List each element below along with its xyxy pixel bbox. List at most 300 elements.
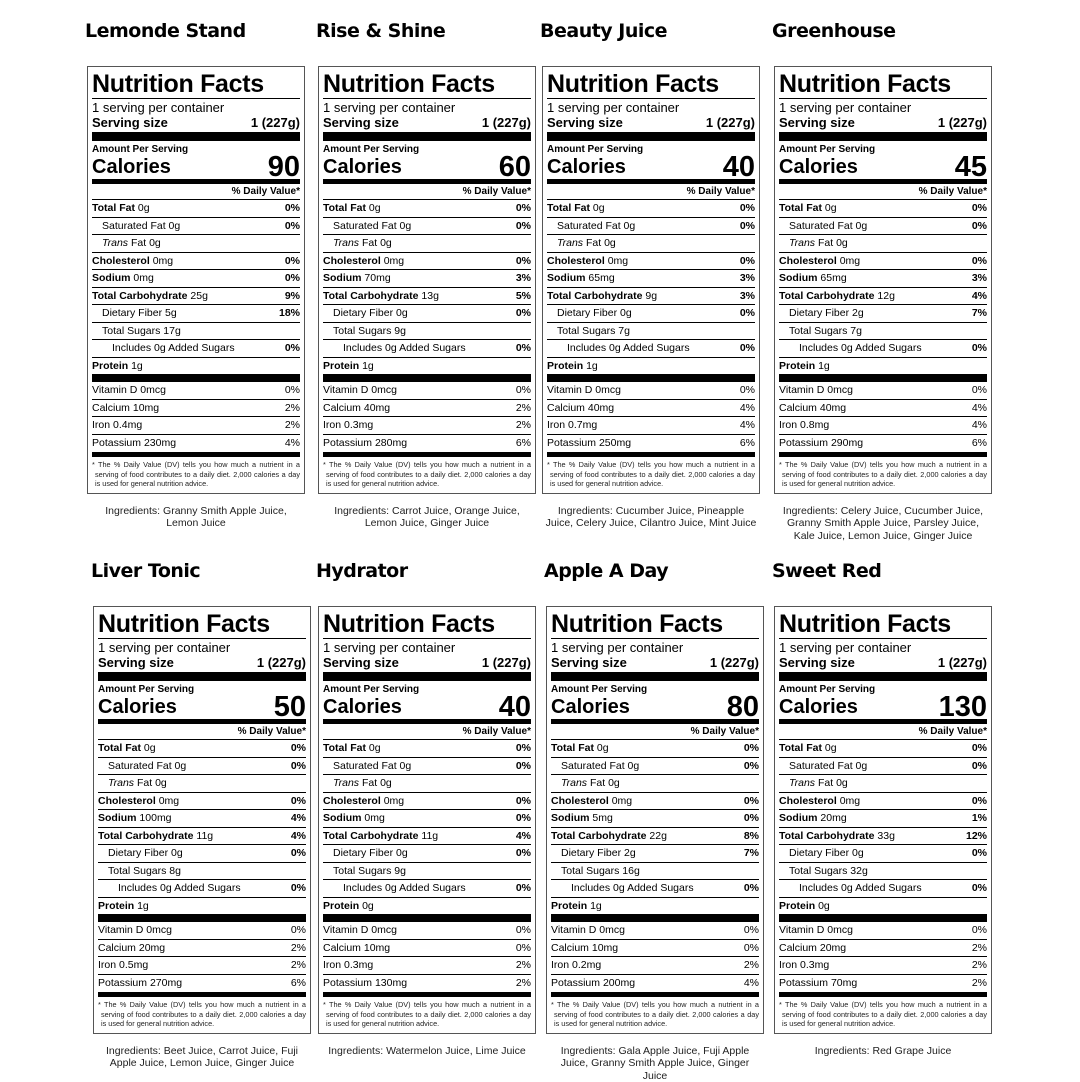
thick-divider [779, 374, 987, 382]
calories-row [323, 695, 531, 724]
nutrient-label: Dietary Fiber [557, 307, 617, 319]
daily-value-header: % Daily Value* [92, 184, 300, 200]
nutrient-label: Dietary Fiber [561, 847, 621, 859]
calories-row [92, 155, 300, 184]
ingredients-prefix: Ingredients: [558, 505, 613, 517]
nutrient-name [323, 200, 381, 217]
nutrient-name [108, 863, 181, 880]
nutrient-name [323, 922, 397, 939]
daily-value-percent: 0% [516, 340, 531, 357]
nutrition-facts-label [774, 66, 992, 494]
daily-value-percent: 2% [744, 957, 759, 974]
nutrient-label: Total Carbohydrate [551, 830, 646, 842]
calories-value: 45 [955, 155, 987, 179]
nutrient-amount: 1g [362, 360, 374, 372]
divider [98, 992, 306, 997]
juice-panel [318, 560, 536, 1057]
nutrient-amount: 0mcg [371, 924, 397, 936]
nutrient-name [92, 253, 173, 270]
nutrient-row-fat [547, 200, 755, 218]
nutrient-name [102, 235, 161, 252]
nutrient-amount: 0g [836, 777, 848, 789]
nutrient-name [333, 218, 411, 235]
nutrient-amount: 0g [852, 847, 864, 859]
nutrient-amount: 0.3mg [800, 959, 829, 971]
nutrient-amount: 200mg [603, 977, 635, 989]
nutrient-row-sodium [779, 810, 987, 828]
ingredients [87, 505, 305, 530]
daily-value-percent: 0% [972, 740, 987, 757]
nutrient-name [323, 253, 404, 270]
micronutrient-row-iron [551, 957, 759, 975]
calories-row [779, 155, 987, 184]
nutrient-row-carb [323, 828, 531, 846]
daily-value-percent: 2% [516, 975, 531, 992]
nutrient-amount: 0g [825, 742, 837, 754]
calories-row [779, 695, 987, 724]
serving-size-label: Serving size [547, 115, 623, 130]
nutrient-amount: 0mg [153, 255, 173, 267]
daily-value-header: % Daily Value* [779, 184, 987, 200]
daily-value-percent: 4% [291, 828, 306, 845]
nutrient-amount: 0g [385, 342, 397, 354]
nutrient-name [779, 435, 863, 452]
daily-value-percent: 0% [744, 880, 759, 897]
daily-value-header: % Daily Value* [98, 724, 306, 740]
micronutrient-row-vitd [323, 922, 531, 940]
nutrient-name [547, 253, 628, 270]
daily-value-percent: 0% [740, 382, 755, 399]
nutrient-amount: 1g [590, 900, 602, 912]
daily-value-percent: 0% [744, 793, 759, 810]
daily-value-percent: 0% [516, 810, 531, 827]
nutrient-name [333, 305, 408, 322]
nutrient-name [333, 845, 408, 862]
fat-label: Fat [131, 237, 146, 249]
daily-value-percent: 3% [740, 270, 755, 287]
nutrient-amount: 0g [593, 202, 605, 214]
nutrient-name [323, 975, 407, 992]
ingredients-list: Cucumber Juice, Pineapple Juice, Celery Juice, Cilantro Juice, Mint Juice [546, 505, 757, 530]
nutrient-name [557, 323, 630, 340]
includes-label: Includes [799, 342, 838, 354]
nutrient-amount: 0mg [133, 272, 153, 284]
nutrient-row-protein [323, 898, 531, 915]
daily-value-footnote: * The % Daily Value (DV) tells you how much a nutrient in a serving of food contributes to a daily diet. 2,000 calories a day is used for general nutrition advice. [779, 1000, 987, 1029]
calories-value: 130 [939, 695, 987, 719]
nutrient-row-carb [551, 828, 759, 846]
daily-value-percent: 2% [291, 957, 306, 974]
daily-value-percent: 0% [291, 922, 306, 939]
divider [551, 992, 759, 997]
nutrient-label: Potassium [323, 437, 372, 449]
nutrient-amount: 0g [362, 900, 374, 912]
nutrient-amount: 20mg [820, 812, 846, 824]
nutrient-name [779, 200, 837, 217]
nutrient-amount: 0g [608, 777, 620, 789]
nutrient-label: Cholesterol [323, 795, 381, 807]
daily-value-percent: 3% [740, 288, 755, 305]
daily-value-percent: 0% [744, 740, 759, 757]
nutrient-amount: 70mg [364, 272, 390, 284]
nutrient-label: Protein [98, 900, 134, 912]
nutrient-label: Sodium [92, 272, 131, 284]
fat-label: Fat [362, 777, 377, 789]
amount-per-serving: Amount Per Serving [98, 684, 306, 695]
fat-label: Fat [586, 237, 601, 249]
nutrient-amount: 8g [169, 865, 181, 877]
calories-value: 40 [723, 155, 755, 179]
nutrient-row-carb [547, 288, 755, 306]
nutrient-name [92, 382, 166, 399]
nutrient-label: Total Sugars [102, 325, 160, 337]
label-heading: Nutrition Facts [323, 70, 531, 99]
nutrient-row-sat [92, 218, 300, 236]
nutrient-row-fiber [779, 845, 987, 863]
daily-value-percent: 0% [285, 253, 300, 270]
added-sugars-label: Added Sugars [627, 882, 694, 894]
nutrient-label: Dietary Fiber [108, 847, 168, 859]
nutrient-amount: 0g [138, 202, 150, 214]
calories-value: 50 [274, 695, 306, 719]
nutrient-label: Total Fat [98, 742, 141, 754]
nutrient-label: Potassium [547, 437, 596, 449]
nutrient-name [323, 828, 438, 845]
nutrient-row-fat [551, 740, 759, 758]
nutrient-row-carb [92, 288, 300, 306]
nutrient-label: Total Carbohydrate [547, 290, 642, 302]
trans-label: Trans [557, 237, 583, 249]
nutrient-label: Vitamin D [92, 384, 137, 396]
nutrient-amount: 0g [818, 900, 830, 912]
nutrient-row-fiber [551, 845, 759, 863]
daily-value-percent: 4% [972, 400, 987, 417]
trans-label: Trans [561, 777, 587, 789]
nutrient-name [779, 880, 922, 897]
daily-value-percent: 2% [516, 400, 531, 417]
nutrient-label: Vitamin D [547, 384, 592, 396]
ingredients [93, 1045, 311, 1070]
nutrient-amount: 0g [380, 237, 392, 249]
micronutrient-row-potassium [323, 975, 531, 992]
nutrient-row-protein [779, 898, 987, 915]
nutrient-row-sat [779, 758, 987, 776]
nutrient-name [323, 957, 373, 974]
trans-label: Trans [789, 237, 815, 249]
nutrient-name [547, 340, 690, 357]
nutrient-amount: 1g [137, 900, 149, 912]
calories-value: 90 [268, 155, 300, 179]
daily-value-percent: 0% [291, 758, 306, 775]
nutrient-amount: 0g [613, 882, 625, 894]
nutrient-row-trans [779, 235, 987, 253]
daily-value-percent: 0% [291, 740, 306, 757]
daily-value-percent: 0% [740, 253, 755, 270]
calories-label: Calories [547, 155, 626, 179]
nutrient-row-sodium [779, 270, 987, 288]
daily-value-footnote: * The % Daily Value (DV) tells you how much a nutrient in a serving of food contributes to a daily diet. 2,000 calories a day is used for general nutrition advice. [323, 460, 531, 489]
daily-value-percent: 0% [516, 305, 531, 322]
nutrient-name [98, 975, 182, 992]
nutrient-amount: 20mg [139, 942, 165, 954]
nutrient-amount: 0.5mg [119, 959, 148, 971]
ingredients-prefix: Ingredients: [783, 505, 838, 517]
daily-value-percent: 4% [744, 975, 759, 992]
nutrient-amount: 0g [825, 202, 837, 214]
nutrient-label: Potassium [779, 977, 828, 989]
added-sugars-label: Added Sugars [623, 342, 690, 354]
daily-value-percent: 9% [285, 288, 300, 305]
juice-panel [87, 20, 305, 530]
nutrient-row-added [323, 880, 531, 898]
nutrient-name [779, 793, 860, 810]
juice-panel [93, 560, 311, 1070]
ingredients-list: Watermelon Juice, Lime Juice [386, 1045, 526, 1057]
nutrient-name [547, 400, 614, 417]
micronutrient-row-calcium [323, 400, 531, 418]
nutrient-label: Sodium [779, 812, 818, 824]
nutrient-name [323, 358, 374, 375]
nutrient-amount: 280mg [375, 437, 407, 449]
daily-value-percent: 1% [972, 810, 987, 827]
daily-value-percent: 5% [516, 288, 531, 305]
daily-value-percent: 2% [516, 417, 531, 434]
juice-name: Liver Tonic [91, 560, 311, 590]
nutrient-name [779, 810, 847, 827]
juice-panel [542, 20, 760, 530]
micronutrient-row-potassium [92, 435, 300, 452]
nutrient-amount: 0mg [840, 795, 860, 807]
daily-value-header: % Daily Value* [547, 184, 755, 200]
nutrient-name [92, 400, 159, 417]
daily-value-percent: 7% [744, 845, 759, 862]
nutrient-amount: 0g [385, 882, 397, 894]
daily-value-percent: 0% [285, 382, 300, 399]
nutrient-amount: 0mg [608, 255, 628, 267]
nutrient-name [779, 288, 895, 305]
nutrient-name [547, 358, 598, 375]
nutrient-row-carb [779, 288, 987, 306]
micronutrient-row-iron [779, 417, 987, 435]
nutrient-label: Potassium [323, 977, 372, 989]
nutrient-row-protein [92, 358, 300, 375]
nutrient-name [108, 845, 183, 862]
nutrient-name [102, 218, 180, 235]
nutrient-row-sat [323, 218, 531, 236]
daily-value-footnote: * The % Daily Value (DV) tells you how much a nutrient in a serving of food contributes to a daily diet. 2,000 calories a day is used for general nutrition advice. [92, 460, 300, 489]
daily-value-percent: 0% [972, 382, 987, 399]
nutrient-label: Total Sugars [561, 865, 619, 877]
nutrient-label: Total Sugars [108, 865, 166, 877]
ingredients-list: Red Grape Juice [873, 1045, 952, 1057]
nutrient-amount: 9g [394, 865, 406, 877]
juice-panel [546, 560, 764, 1082]
nutrient-amount: 70mg [831, 977, 857, 989]
nutrient-name [789, 235, 848, 252]
nutrient-name [551, 828, 667, 845]
added-sugars-label: Added Sugars [168, 342, 235, 354]
nutrient-amount: 0g [856, 220, 868, 232]
nutrient-row-sodium [323, 810, 531, 828]
daily-value-percent: 0% [285, 340, 300, 357]
nutrient-row-fat [323, 200, 531, 218]
ingredients [546, 1045, 764, 1082]
nutrient-name [789, 218, 867, 235]
nutrient-name [789, 305, 864, 322]
nutrient-amount: 1g [818, 360, 830, 372]
label-heading: Nutrition Facts [547, 70, 755, 99]
nutrient-name [92, 435, 176, 452]
calories-label: Calories [98, 695, 177, 719]
nutrient-name [779, 940, 846, 957]
daily-value-percent: 4% [740, 400, 755, 417]
amount-per-serving: Amount Per Serving [779, 684, 987, 695]
nutrient-name [92, 288, 208, 305]
daily-value-percent: 0% [972, 758, 987, 775]
nutrient-name [779, 957, 829, 974]
daily-value-percent: 18% [279, 305, 300, 322]
nutrient-amount: 0mcg [827, 924, 853, 936]
nutrient-label: Total Sugars [789, 865, 847, 877]
nutrient-name [98, 828, 213, 845]
nutrient-row-sat [98, 758, 306, 776]
label-heading: Nutrition Facts [779, 70, 987, 99]
micronutrient-row-calcium [551, 940, 759, 958]
servings-per-container: 1 serving per container [779, 641, 987, 655]
ingredients-list: Granny Smith Apple Juice, Lemon Juice [163, 505, 287, 530]
daily-value-percent: 4% [972, 288, 987, 305]
nutrient-label: Total Fat [551, 742, 594, 754]
nutrient-label: Protein [323, 900, 359, 912]
divider [547, 452, 755, 457]
nutrient-label: Saturated Fat [333, 220, 397, 232]
nutrient-row-protein [323, 358, 531, 375]
ingredients [318, 1045, 536, 1058]
daily-value-percent: 0% [516, 845, 531, 862]
divider [779, 452, 987, 457]
nutrient-label: Total Fat [323, 202, 366, 214]
nutrient-name [789, 775, 848, 792]
ingredients-list: Celery Juice, Cucumber Juice, Granny Smith Apple Juice, Parsley Juice, Kale Juice, Lemon Juice, Ginger Juice [787, 505, 983, 542]
nutrient-label: Total Fat [779, 202, 822, 214]
ingredients-prefix: Ingredients: [561, 1045, 616, 1057]
nutrient-amount: 0mg [840, 255, 860, 267]
amount-per-serving: Amount Per Serving [323, 144, 531, 155]
juice-name: Hydrator [316, 560, 536, 590]
nutrition-facts-label [542, 66, 760, 494]
nutrient-name [789, 863, 868, 880]
nutrient-row-fiber [323, 305, 531, 323]
divider [779, 992, 987, 997]
daily-value-percent: 0% [972, 793, 987, 810]
juice-panel [318, 20, 536, 530]
nutrient-amount: 16g [622, 865, 640, 877]
micronutrient-row-calcium [779, 940, 987, 958]
nutrient-name [551, 975, 635, 992]
nutrient-amount: 0mg [384, 255, 404, 267]
nutrient-label: Iron [779, 959, 797, 971]
daily-value-header: % Daily Value* [323, 184, 531, 200]
juice-panel [774, 560, 992, 1057]
nutrient-label: Total Fat [779, 742, 822, 754]
nutrient-amount: 0mg [364, 812, 384, 824]
nutrient-amount: 0g [144, 742, 156, 754]
nutrient-label: Protein [92, 360, 128, 372]
daily-value-percent: 2% [285, 417, 300, 434]
servings-per-container: 1 serving per container [323, 101, 531, 115]
nutrient-label: Cholesterol [551, 795, 609, 807]
ingredients [774, 1045, 992, 1058]
nutrient-name [92, 340, 235, 357]
nutrient-row-added [779, 340, 987, 358]
nutrient-name [561, 775, 620, 792]
daily-value-percent: 0% [972, 340, 987, 357]
nutrient-amount: 0mcg [599, 924, 625, 936]
nutrient-label: Vitamin D [551, 924, 596, 936]
serving-size-value: 1 (227g) [706, 115, 755, 130]
nutrient-name [789, 845, 864, 862]
nutrient-row-sodium [323, 270, 531, 288]
nutrient-label: Potassium [779, 437, 828, 449]
includes-label: Includes [343, 342, 382, 354]
nutrient-amount: 40mg [364, 402, 390, 414]
nutrient-amount: 0g [160, 882, 172, 894]
nutrient-name [547, 200, 605, 217]
nutrient-label: Potassium [551, 977, 600, 989]
serving-size-row [98, 655, 306, 681]
nutrient-amount: 5g [165, 307, 177, 319]
nutrient-row-sugars [547, 323, 755, 341]
daily-value-percent: 0% [972, 880, 987, 897]
nutrient-name [98, 810, 172, 827]
daily-value-percent: 0% [516, 218, 531, 235]
nutrient-name [557, 218, 635, 235]
nutrient-row-trans [98, 775, 306, 793]
nutrient-name [561, 863, 640, 880]
nutrient-amount: 10mg [592, 942, 618, 954]
nutrient-amount: 65mg [588, 272, 614, 284]
nutrient-label: Iron [779, 419, 797, 431]
daily-value-percent: 7% [972, 305, 987, 322]
nutrient-name [551, 810, 613, 827]
nutrient-label: Calcium [547, 402, 585, 414]
nutrient-name [551, 898, 602, 915]
nutrient-label: Dietary Fiber [333, 307, 393, 319]
daily-value-percent: 0% [516, 740, 531, 757]
nutrient-label: Sodium [323, 272, 362, 284]
nutrient-name [779, 898, 830, 915]
daily-value-percent: 0% [740, 200, 755, 217]
nutrient-label: Saturated Fat [557, 220, 621, 232]
nutrient-label: Total Sugars [333, 325, 391, 337]
daily-value-percent: 8% [744, 828, 759, 845]
nutrient-row-sugars [98, 863, 306, 881]
nutrient-label: Vitamin D [98, 924, 143, 936]
fat-label: Fat [818, 777, 833, 789]
nutrient-label: Calcium [92, 402, 130, 414]
nutrient-amount: 0g [856, 760, 868, 772]
nutrient-amount: 0g [169, 220, 181, 232]
thick-divider [779, 914, 987, 922]
nutrient-name [779, 828, 895, 845]
ingredients-prefix: Ingredients: [815, 1045, 870, 1057]
fat-label: Fat [137, 777, 152, 789]
calories-label: Calories [323, 155, 402, 179]
thick-divider [323, 914, 531, 922]
nutrient-label: Saturated Fat [561, 760, 625, 772]
daily-value-percent: 0% [972, 845, 987, 862]
nutrient-row-added [323, 340, 531, 358]
